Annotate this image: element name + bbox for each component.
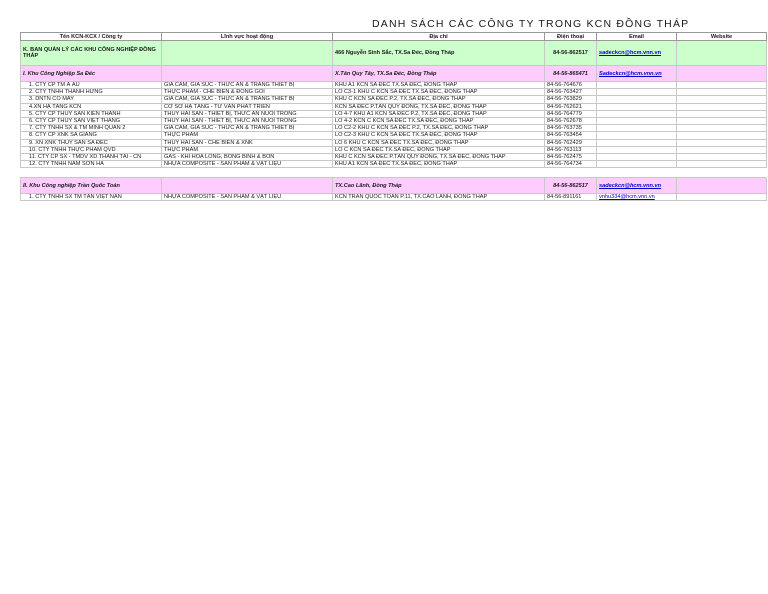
management-address: 466 Nguyễn Sinh Sắc, TX.Sa Đéc, Đồng Tháp <box>333 41 545 66</box>
company-address: KHU A1 KCN SA ĐÉC TX.SA ĐÉC, ĐỒNG THÁP <box>333 161 545 168</box>
table-row <box>21 117 767 124</box>
company-email <box>597 117 677 124</box>
company-website <box>677 103 767 110</box>
company-phone: 84-56-764734 <box>545 161 597 168</box>
company-phone: 84-56-763735 <box>545 125 597 132</box>
zone2-company-list <box>21 194 767 201</box>
company-name: 8. CTY CP XNK SA GIANG <box>21 132 162 139</box>
company-address: LÔ C KCN SA ĐÉC TX.SA ĐÉC, ĐỒNG THÁP <box>333 146 545 153</box>
company-website <box>677 89 767 96</box>
management-field <box>162 41 333 66</box>
company-field: GAS - KHÍ HÓA LỎNG, BÓNG BÌNH & BỒN <box>162 153 333 160</box>
company-email <box>597 125 677 132</box>
company-name: 7. CTY TNHH SX & TM MINH QUÂN 2 <box>21 125 162 132</box>
table-row <box>21 139 767 146</box>
management-phone: 84-56-862517 <box>545 41 597 66</box>
zone-field <box>162 66 333 82</box>
company-email <box>597 139 677 146</box>
company-website <box>677 125 767 132</box>
company-phone: 84-56-763829 <box>545 96 597 103</box>
company-field: THỰC PHẨM <box>162 146 333 153</box>
company-website <box>677 110 767 117</box>
zone-email-link[interactable]: sadeckcn@hcm.vnn.vn <box>599 182 662 189</box>
page-title: DANH SÁCH CÁC CÔNG TY TRONG KCN ĐỒNG THÁP <box>372 18 690 30</box>
company-name: 3. DNTN CỎ MAY <box>21 96 162 103</box>
zone-website <box>677 66 767 82</box>
table-row <box>21 146 767 153</box>
company-address: LÔ C2-2 KHU C KCN SA ĐÉC P.2, TX.SA ĐÉC, ĐỒNG THÁP <box>333 125 545 132</box>
management-website <box>677 41 767 66</box>
company-email <box>597 82 677 89</box>
company-field: CƠ SỞ HẠ TẦNG - TƯ VẤN PHÁT TRIỂN <box>162 103 333 110</box>
company-name: 5. CTY CP THỦY SẢN KIẾN THÀNH <box>21 110 162 117</box>
table-row <box>21 110 767 117</box>
header-address: Địa chỉ <box>333 33 545 41</box>
header-phone: Điện thoại <box>545 33 597 41</box>
company-address: KCN SA ĐÉC P.TÂN QUY ĐÔNG, TX.SA ĐÉC, ĐỒNG THÁP <box>333 103 545 110</box>
zone-address: TX.Cao Lãnh, Đồng Tháp <box>333 178 545 194</box>
zone-address: X.Tân Quy Tây, TX.Sa Đéc, Đồng Tháp <box>333 66 545 82</box>
company-name: 1. CTY TNHH SX TM TÂN VIỆT NAN <box>21 194 162 201</box>
company-field: THỦY HẢI SẢN - CHẾ BIẾN & XNK <box>162 139 333 146</box>
table-row <box>21 82 767 89</box>
company-website <box>677 96 767 103</box>
company-email-link[interactable]: vnhu334@hcm.vnn.vn <box>599 194 655 201</box>
company-address: KCN TRẦN QUỐC TOẢN P.11, TX.CAO LÃNH, ĐỒNG THÁP <box>333 194 545 201</box>
company-email <box>597 89 677 96</box>
company-field: GIA CẦM, GIA SÚC - THỨC ĂN & TRANG THIẾT BỊ <box>162 82 333 89</box>
management-row <box>21 41 767 66</box>
company-table <box>20 32 767 201</box>
company-field: NHỰA COMPOSITE - SẢN PHẨM & VẬT LIỆU <box>162 194 333 201</box>
table-row <box>21 161 767 168</box>
company-phone: 84-56-762475 <box>545 153 597 160</box>
company-email <box>597 96 677 103</box>
company-name: 12. CTY TNHH NAM SƠN HÀ <box>21 161 162 168</box>
zone-field <box>162 178 333 194</box>
table-header-row <box>21 33 767 41</box>
company-email <box>597 110 677 117</box>
zone-row-tran-quoc-toan <box>21 178 767 194</box>
company-website <box>677 153 767 160</box>
company-website <box>677 146 767 153</box>
company-address: LÔ 4-2 KCN C KCN SA ĐÉC TX.SA ĐÉC, ĐỒNG THÁP <box>333 117 545 124</box>
company-phone: 84-56-891161 <box>545 194 597 201</box>
company-address: LÔ 6 KHU C KCN SA ĐÉC TX.SA ĐÉC, ĐỒNG THÁP <box>333 139 545 146</box>
company-website <box>677 82 767 89</box>
company-website <box>677 132 767 139</box>
table-row <box>21 103 767 110</box>
zone-email-link[interactable]: Sadeckcn@hcm.vnn.vn <box>599 70 662 77</box>
company-phone: 84-56-764676 <box>545 82 597 89</box>
company-field: THỰC PHẨM - CHẾ BIẾN & ĐÓNG GÓI <box>162 89 333 96</box>
zone1-company-list <box>21 82 767 168</box>
company-name: 10. CTY TNHH THỰC PHẨM QVD <box>21 146 162 153</box>
company-field: THỰC PHẨM <box>162 132 333 139</box>
zone-website <box>677 178 767 194</box>
company-address: LÔ C2-3 KHU C KCN SA ĐÉC TX.SA ĐÉC, ĐỒNG THÁP <box>333 132 545 139</box>
table-row <box>21 153 767 160</box>
company-address: KHU A1 KCN SA ĐÉC TX.SA ĐÉC, ĐỒNG THÁP <box>333 82 545 89</box>
company-website <box>677 139 767 146</box>
company-email <box>597 161 677 168</box>
management-email-link[interactable]: sadeckcn@hcm.vnn.vn <box>599 50 662 56</box>
company-field: GIA CẦM, GIA SÚC - THỨC ĂN & TRANG THIẾT BỊ <box>162 96 333 103</box>
company-name: 6. CTY CP THỦY SẢN VIỆT THẮNG <box>21 117 162 124</box>
company-phone: 84-56-762621 <box>545 103 597 110</box>
table-row <box>21 125 767 132</box>
table-row <box>21 89 767 96</box>
company-website <box>677 161 767 168</box>
table-row <box>21 96 767 103</box>
company-name: 11. CTY CP SX - TMDV XD THÀNH TÀI - CN <box>21 153 162 160</box>
company-name: 1. CTY CP TM Á ÂU <box>21 82 162 89</box>
spacer-row <box>21 168 767 178</box>
company-phone: 84-56-763454 <box>545 132 597 139</box>
company-email <box>597 194 677 201</box>
company-address: KHU C KCN SA ĐÉC P.TÂN QUY ĐÔNG, TX.SA ĐÉC, ĐỒNG THÁP <box>333 153 545 160</box>
header-email: Email <box>597 33 677 41</box>
company-field: NHỰA COMPOSITE - SẢN PHẨM & VẬT LIỆU <box>162 161 333 168</box>
company-phone: 84-56-763113 <box>545 146 597 153</box>
company-name: 9. XN XNK THỦY SẢN SA ĐÉC <box>21 139 162 146</box>
zone-row-sa-dec <box>21 66 767 82</box>
company-phone: 84-56-762429 <box>545 139 597 146</box>
company-name: 2. CTY TNHH THÀNH HƯNG <box>21 89 162 96</box>
company-phone: 84-56-762678 <box>545 117 597 124</box>
company-field: GIA CẦM, GIA SÚC - THỨC ĂN & TRANG THIẾT BỊ <box>162 125 333 132</box>
company-email <box>597 153 677 160</box>
company-email <box>597 103 677 110</box>
zone-name: II. Khu Công nghiệp Trần Quốc Toản <box>21 178 162 194</box>
company-phone: 84-56-764779 <box>545 110 597 117</box>
header-name: Tên KCN-KCX / Công ty <box>21 33 162 41</box>
zone-phone: 84-56-865471 <box>545 66 597 82</box>
header-field: Lĩnh vực hoạt động <box>162 33 333 41</box>
company-phone: 84-56-763427 <box>545 89 597 96</box>
company-name: 4.XN HẠ TẦNG KCN <box>21 103 162 110</box>
company-website <box>677 117 767 124</box>
header-website: Website <box>677 33 767 41</box>
company-address: LÔ C3-1 KHU C KCN SA ĐÉC TX.SA ĐÉC, ĐỒNG THÁP <box>333 89 545 96</box>
zone-name: I. Khu Công Nghiệp Sa Đéc <box>21 66 162 82</box>
management-name: K. BAN QUẢN LÝ CÁC KHU CÔNG NGHIỆP ĐỒNG THÁP <box>21 41 162 66</box>
company-field: THỦY HẢI SẢN - THIẾT BỊ, THỨC ĂN NUÔI TRỒNG <box>162 110 333 117</box>
company-email <box>597 146 677 153</box>
company-address: LÔ 4-7 KHU A1 KCN SA ĐÉC P.2, TX.SA ĐÉC, ĐỒNG THÁP <box>333 110 545 117</box>
zone-phone: 84-56-862517 <box>545 178 597 194</box>
table-row <box>21 132 767 139</box>
company-address: KHU C KCN SA ĐÉC P.2, TX.SA ĐÉC, ĐỒNG THÁP <box>333 96 545 103</box>
table-row <box>21 194 767 201</box>
company-field: THỦY HẢI SẢN - THIẾT BỊ, THỨC ĂN NUÔI TRỒNG <box>162 117 333 124</box>
company-email <box>597 132 677 139</box>
company-website <box>677 194 767 201</box>
